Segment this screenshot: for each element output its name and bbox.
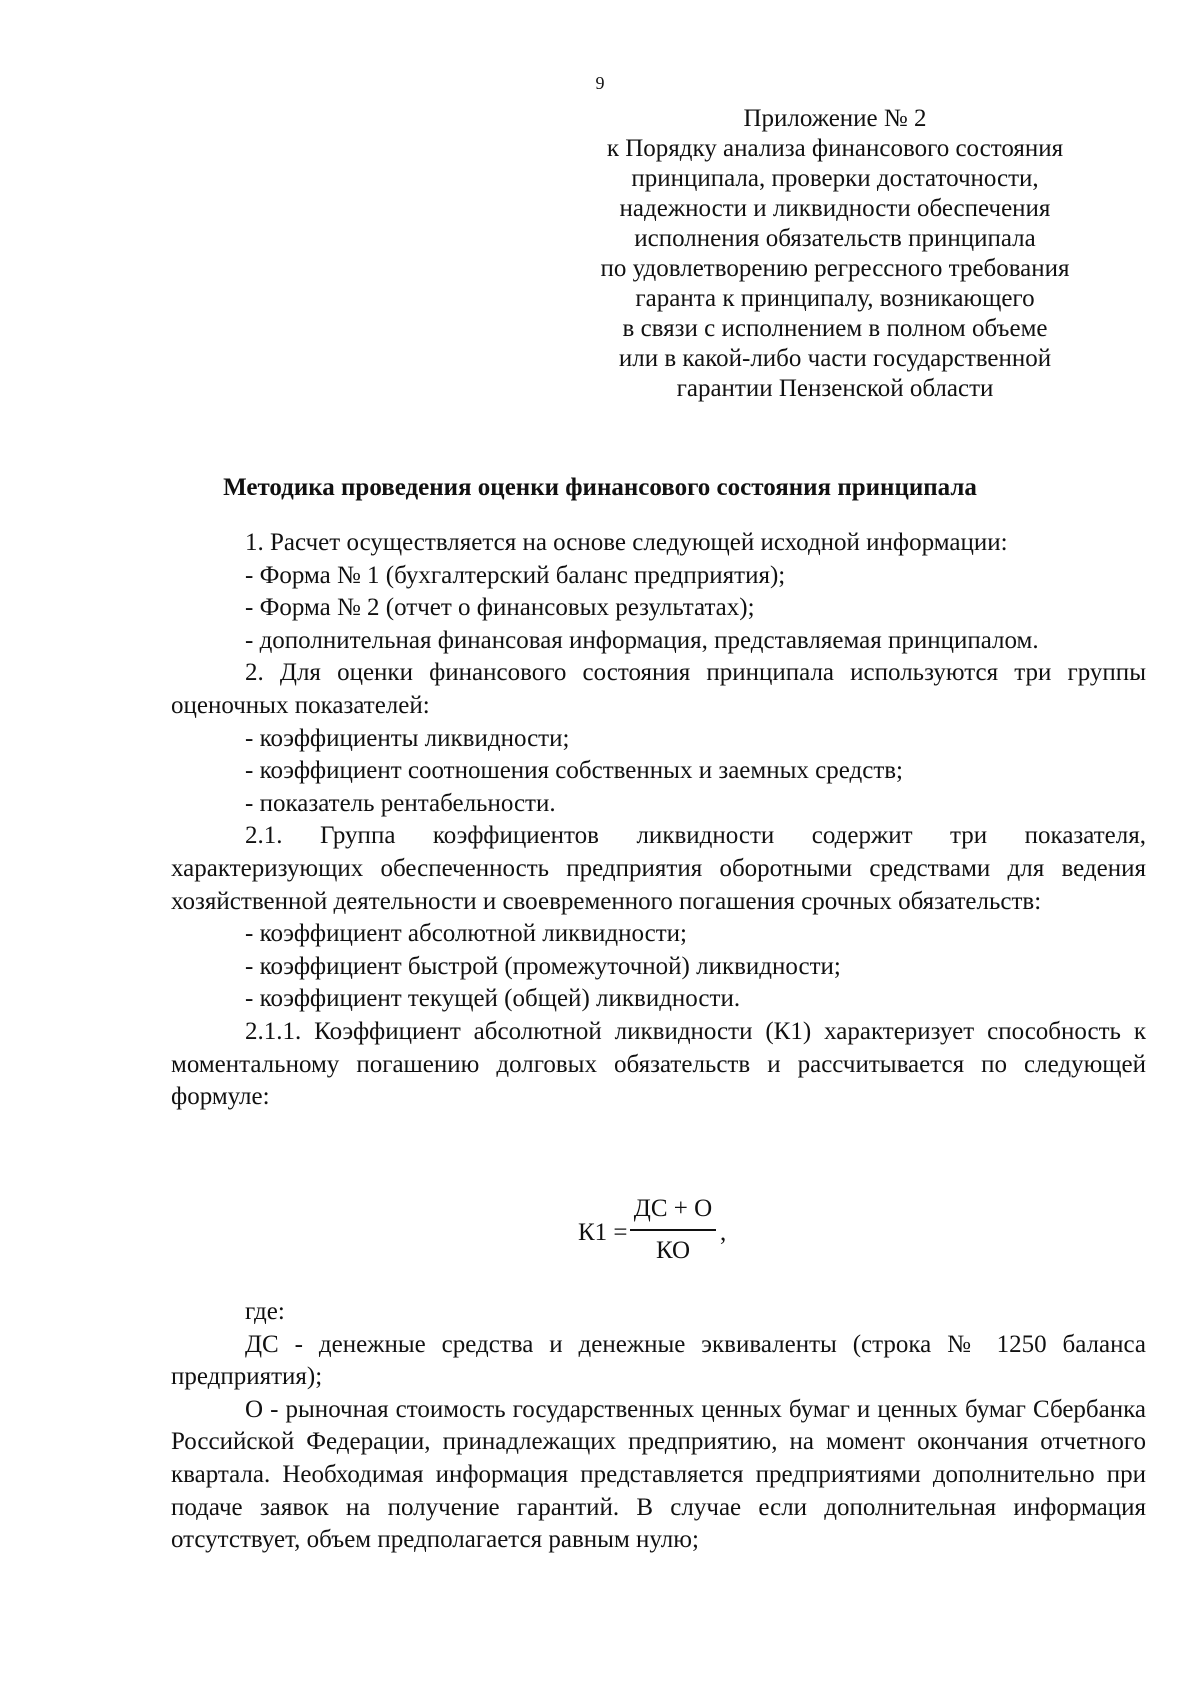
document-title: Методика проведения оценки финансового состояния принципала (223, 474, 977, 501)
list-item: - дополнительная финансовая информация, представляемая принципалом. (245, 626, 1039, 654)
appendix-line: надежности и ликвидности обеспечения (619, 195, 1051, 222)
definition: О - рыночная стоимость государственных ценных бумаг и ценных бумаг Сбербанка Российской Федерации, принадлежащих предприятию, на момент окончания отчетного квартала. Необходимая информация представляется предприятиями дополнительно при подаче заявок на получение гарантий. В случае если дополнительная информация отсутствует, объем предполагается равным нулю; (171, 1395, 1146, 1554)
formula-fraction (630, 1193, 716, 1267)
list-item: - Форма № 2 (отчет о финансовых результатах); (245, 594, 755, 622)
formula-denominator: КО (655, 1236, 691, 1264)
appendix-line: или в какой-либо части государственной (618, 345, 1052, 372)
formula-comma: , (720, 1219, 727, 1246)
appendix-line: к Порядку анализа финансового состояния (606, 135, 1064, 162)
list-item: - коэффициент соотношения собственных и заемных средств; (245, 757, 903, 785)
definitions-body (171, 1296, 1146, 1557)
formula-lhs: К1 = (578, 1219, 628, 1246)
where-label: где: (245, 1298, 285, 1325)
paragraph: 2. Для оценки финансового состояния принципала используются три группы оценочных показателей: (171, 659, 1146, 719)
list-item: - Форма № 1 (бухгалтерский баланс предприятия); (245, 561, 786, 589)
appendix-line: принципала, проверки достаточности, (631, 165, 1039, 192)
paragraph: 1. Расчет осуществляется на основе следующей исходной информации: (245, 529, 1008, 556)
fraction-bar (630, 1229, 716, 1231)
page-number: 9 (595, 73, 605, 93)
list-item: - показатель рентабельности. (245, 789, 556, 817)
paragraph: 2.1. Группа коэффициентов ликвидности содержит три показателя, характеризующих обеспеченность предприятия оборотными средствами для ведения хозяйственной деятельности и своевременного погашения срочных обязательств: (171, 822, 1146, 915)
appendix-header (555, 104, 1115, 404)
document-body (171, 527, 1146, 1114)
appendix-line: в связи с исполнением в полном объеме (622, 315, 1048, 342)
list-item: - коэффициент абсолютной ликвидности; (245, 920, 687, 948)
list-item: - коэффициенты ликвидности; (245, 724, 570, 752)
appendix-line: исполнения обязательств принципала (634, 225, 1036, 252)
appendix-line: гаранта к принципалу, возникающего (635, 285, 1035, 312)
appendix-line: гарантии Пензенской области (676, 375, 994, 402)
appendix-line: Приложение № 2 (743, 105, 927, 132)
list-item: - коэффициент быстрой (промежуточной) ликвидности; (245, 952, 841, 980)
appendix-line: по удовлетворению регрессного требования (600, 255, 1070, 282)
list-item: - коэффициент текущей (общей) ликвидности. (245, 985, 741, 1013)
definition: ДС - денежные средства и денежные эквиваленты (строка № 1250 баланса предприятия); (171, 1330, 1146, 1391)
formula-numerator: ДС + О (633, 1195, 713, 1222)
paragraph: 2.1.1. Коэффициент абсолютной ликвидности (К1) характеризует способность к моментальному погашению долговых обязательств и рассчитывается по следующей формуле: (171, 1017, 1146, 1111)
